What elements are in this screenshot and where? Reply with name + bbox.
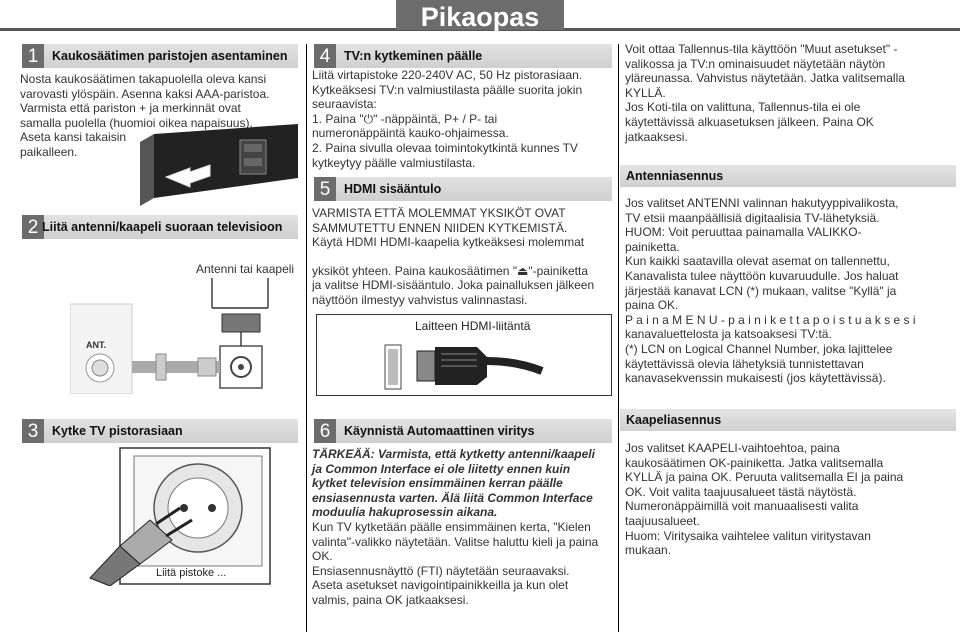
cable-section-text [625, 441, 955, 558]
text-line: samalla puolella (huomioi oikea napaisuus). [20, 115, 253, 130]
section-number: 6 [314, 419, 336, 443]
section-3-header [22, 419, 298, 443]
text-line: (*) LCN on Logical Channel Number, joka lajittelee [625, 341, 893, 356]
text-line: Kun TV kytketään päälle ensimmäinen kerta, "Kielen [312, 519, 591, 534]
text-line: kytkeytyy päälle valmiustilasta. [312, 155, 476, 170]
text-line: Huom: Viritysaika vaihtelee valitun viritystavan [625, 528, 871, 543]
text-line: Voit ottaa Tallennus-tila käyttöön "Muut asetukset" - [625, 42, 898, 56]
text-line: valikossa ja TV:n ominaisuudet näytetään näytön [625, 56, 886, 71]
cable-section-header: Kaapeliasennus [620, 409, 956, 431]
plug-caption: Liitä pistoke ... [156, 567, 227, 579]
important-line: TÄRKEÄÄ: Varmista, että kytketty antenni/kaapeli [312, 447, 595, 461]
text-line: valinta"-valikko näytetään. Valitse haluttu kieli ja paina [312, 534, 599, 549]
antenna-label: Antenni tai kaapeli [196, 262, 295, 276]
text-line: Kanavalista tulee näyttöön kuvaruudulle. Jos haluat [625, 268, 899, 283]
text-line: näyttöön ilmestyy vahvistus valinnastasi. [312, 292, 528, 307]
text-line: paikalleen. [20, 144, 78, 159]
text-line: käytettävissä olevia lähetyksiä tunnistettavan [625, 356, 864, 371]
text-line: valmis, paina OK jatkaaksesi. [312, 592, 469, 607]
text-line: paina OK. [625, 298, 679, 313]
text-line: yläreunassa. Vahvistus näytetään. Jatka valitsemalla [625, 71, 905, 86]
text-line: käytettävissä alkuasetuksen jälkeen. Paina OK [625, 114, 874, 129]
text-line: 1. Paina "⏻" -näppäintä, P+ / P- tai [312, 111, 498, 126]
text-line: taajuusalueet. [625, 513, 700, 528]
important-line: moduulia hakuprosessin aikana. [312, 505, 498, 520]
text-line: kaukosäätimen OK-painiketta. Jatka valitsemalla [625, 455, 884, 470]
text-line: mukaan. [625, 543, 672, 558]
section-4-header [314, 44, 612, 68]
text-line: Jos valitset KAAPELI-vaihtoehtoa, paina [625, 441, 840, 455]
antenna-section-header: Antenniasennus [620, 165, 956, 187]
text-line: Varmista että pariston + ja merkinnät ovat [20, 101, 241, 116]
column-divider-left [306, 44, 307, 632]
antenna-connection-illustration [70, 278, 300, 394]
text-line: VARMISTA ETTÄ MOLEMMAT YKSIKÖT OVAT [312, 206, 566, 220]
text-line: OK. Voit valita taajuusalueet tästä näytöstä. [625, 484, 857, 499]
text-line: Liitä virtapistoke 220-240V AC, 50 Hz pistorasiaan. [312, 68, 583, 82]
section-title: Kytke TV pistorasiaan [52, 424, 183, 438]
hdmi-caption: Laitteen HDMI-liitäntä [415, 319, 531, 333]
text-line: TV etsii maanpäällisiä digitaalisia TV-lähetyksiä. [625, 210, 880, 225]
title-band [0, 0, 960, 32]
text-line: kanavasekvenssin mukaisesti (jos käytettävissä). [625, 371, 886, 386]
text-line: Käytä HDMI HDMI-kaapelia kytkeäksesi molemmat [312, 235, 585, 250]
text-line: seuraavista: [312, 97, 377, 112]
hdmi-illustration-box [316, 314, 612, 396]
ant-label: ANT. [86, 340, 106, 350]
section-title: HDMI sisääntulo [344, 182, 442, 196]
section-number: 4 [314, 44, 336, 68]
text-line: SAMMUTETTU ENNEN NIIDEN KYTKEMISTÄ. [312, 220, 568, 235]
text-line: Jos Koti-tila on valittuna, Tallennus-tila ei ole [625, 100, 861, 115]
section-6-text [312, 447, 614, 608]
text-line: ja valitse HDMI-sisääntulo. Joka painalluksen jälkeen [312, 278, 595, 293]
remote-battery-illustration [140, 122, 300, 206]
text-line: yksiköt yhteen. Paina kaukosäätimen "⏏"-painiketta [312, 263, 588, 278]
section-4-text [312, 68, 612, 170]
text-line: järjestää kanavat LCN (*) mukaan, valitse "Kyllä" ja [625, 283, 897, 298]
important-line: ja Common Interface ei ole liitetty ennen kuin [312, 461, 571, 476]
text-line: Ensiasennusnäyttö (FTI) näytetään seuraavaksi. [312, 563, 570, 578]
section-number: 5 [314, 177, 336, 201]
text-line: 2. Paina sivulla olevaa toimintokytkintä kunnes TV [312, 140, 578, 155]
text-line: Aseta asetukset navigointipainikkeilla ja kun olet [312, 578, 569, 593]
text-line: kanavaluettelosta ja katsoaksesi TV:tä. [625, 327, 832, 342]
section-number: 3 [22, 419, 44, 443]
section-title: Käynnistä Automaattinen viritys [344, 424, 535, 438]
section-1-header [22, 44, 298, 68]
text-line: KYLLÄ. [625, 85, 666, 100]
plug-socket-illustration [80, 446, 272, 586]
text-line: Numeronäppäimillä voit manuaalisesti valita [625, 499, 859, 514]
page-title: Pikaopas [396, 0, 564, 30]
section-title: TV:n kytkeminen päälle [344, 49, 483, 63]
important-line: kytket television ensimmäinen kerran päälle [312, 476, 563, 491]
section-number: 2 [22, 215, 44, 239]
antenna-section-text [625, 196, 955, 386]
section-2-header [22, 215, 298, 239]
text-line: jatkaaksesi. [625, 129, 688, 144]
text-line: numeronäppäintä kauko-ohjaimessa. [312, 126, 509, 141]
section-6-header [314, 419, 612, 443]
text-line: Jos valitset ANTENNI valinnan hakutyyppivalikosta, [625, 196, 899, 210]
text-line: HUOM: Voit peruuttaa painamalla VALIKKO- [625, 225, 862, 240]
text-line: Nosta kaukosäätimen takapuolella oleva kansi [20, 72, 267, 86]
right-top-text [625, 42, 955, 144]
text-line: OK. [312, 549, 333, 564]
section-5-text [312, 206, 614, 308]
text-line: Aseta kansi takaisin [20, 130, 127, 145]
section-number: 1 [22, 44, 44, 68]
text-line: P a i n a M E N U - p a i n i k e t t a p o i s t u a k s e s i [625, 312, 916, 327]
text-line: painiketta. [625, 239, 680, 254]
text-line: KYLLÄ ja paina OK. Peruuta valitsemalla EI ja paina [625, 470, 904, 485]
important-line: ensiasennusta varten. Älä liitä Common Interface [312, 490, 593, 505]
section-5-header [314, 177, 612, 201]
section-title: Liitä antenni/kaapeli suoraan televisioon [42, 220, 283, 234]
section-title: Kaukosäätimen paristojen asentaminen [52, 49, 288, 63]
text-line: varovasti ylöspäin. Asenna kaksi AAA-paristoa. [20, 86, 270, 101]
text-line: Kytkeäksesi TV:n valmiustilasta päälle suorita jokin [312, 82, 583, 97]
column-divider-right [618, 44, 619, 632]
hdmi-connector [377, 337, 557, 391]
text-line: Kun kaikki saatavilla olevat asemat on tallennettu, [625, 254, 890, 269]
